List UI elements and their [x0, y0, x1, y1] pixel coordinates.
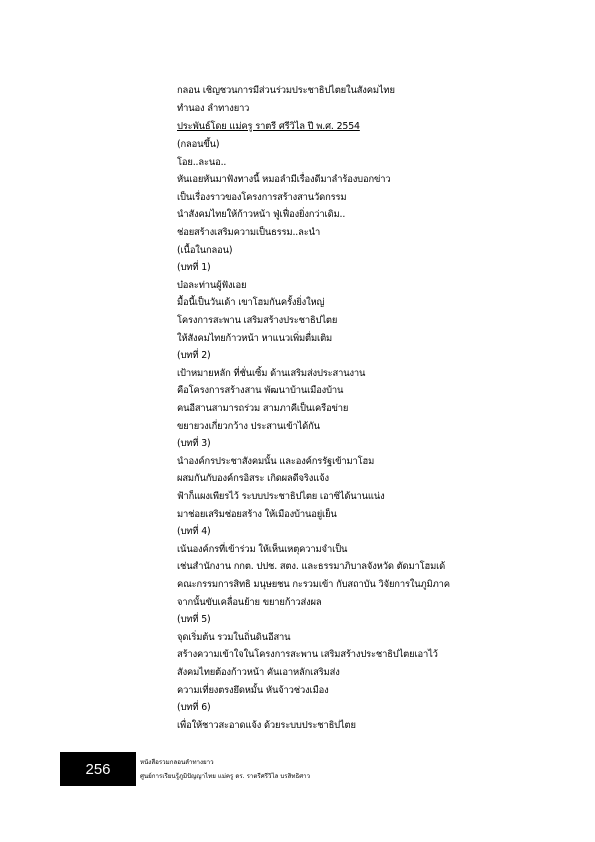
poem-line: (บทที่ 2): [177, 350, 211, 362]
poem-line: โอย..ละนอ..: [177, 156, 227, 168]
poem-line: สังคมไทยต้องก้าวหน้า คันเอาหลักเสริมส่ง: [177, 667, 340, 678]
poem-line: มาช่อยเสริมช่อยสร้าง ให้เมืองบ้านอยู่เย็น: [177, 508, 337, 520]
poem-line: จุดเริ่มต้น รวมในถิ่นดินอีสาน: [177, 631, 291, 643]
footer-book-title: หนังสือรวมกลอนลำทางยาว: [140, 759, 214, 766]
poem-line: โครงการสะพาน เสริมสร้างประชาธิปไตย: [177, 315, 338, 326]
poem-line: ให้สังคมไทยก้าวหน้า หาแนวเพิ่มตื่มเติม: [177, 332, 333, 344]
poem-line: นำสังคมไทยให้ก้าวหน้า ฟู่เฟื่องยิ่งกว่าเดิม..: [177, 209, 346, 221]
poem-line: เน้นองค์กรที่เข้าร่วม ให้เห็นเหตุความจำเป็น: [177, 543, 348, 555]
poem-line: เพื่อให้ชาวสะอาดแจ้ง ด้วยระบบประชาธิปไตย: [177, 719, 356, 731]
poem-line: เป้าหมายหลัก ที่ชั่นเซิ้ม ด้านเสริมส่งประสานงาน: [177, 367, 366, 379]
page-number: 256: [60, 752, 136, 786]
poem-line: คณะกรรมการสิทธิ มนุษยชน กะรวมเข้า กับสถาบัน วิจัยการในภูมิภาค: [177, 579, 450, 590]
poem-line: หันเอยหันมาฟังทางนี้ หมอลำมีเรื่องดีมาลำร้องบอกข่าว: [177, 174, 391, 186]
poem-line: (บทที่ 4): [177, 526, 211, 538]
footer-publisher: ศูนย์การเรียนรู้ภูมิปัญญาไทย แม่ครู ดร. ราตรีศรีวิไล บรสิทธิศาว: [140, 773, 311, 780]
poem-line: (บทที่ 6): [177, 702, 211, 714]
poem-line: มื้อนี้เป็นวันเด้า เขาโฮมกันครั้งยิ่งใหญ่: [177, 297, 325, 309]
poem-line: สร้างความเข้าใจในโครงการสะพาน เสริมสร้างประชาธิปไตยเอาไว้: [177, 649, 438, 661]
poem-title: กลอน เชิญชวนการมีส่วนร่วมประชาธิปไตยในสังคมไทย: [177, 85, 395, 96]
poem-author: ประพันธ์โดย แม่ครู ราตรี ศรีวิไล ปี พ.ศ. 2554: [177, 121, 360, 132]
poem-line: (บทที่ 5): [177, 614, 211, 626]
poem-line: จากนั้นขับเคลื่อนย้าย ขยายก้าวส่งผล: [177, 596, 322, 608]
poem-category: ทำนอง ลำทางยาว: [177, 103, 250, 114]
poem-line: คือโครงการสร้างสาน พัฒนาบ้านเมืองบ้าน: [177, 385, 344, 397]
poem-line: ช่อยสร้างเสริมความเป็นธรรม..ละนำ: [177, 227, 321, 238]
poem-line: ฟ้าก็แผงเพียรไว้ ระบบประชาธิปไตย เอาซิได้นานแน่ง: [177, 491, 385, 502]
poem-line: (กลอนขึ้น): [177, 139, 220, 150]
poem-line: (บทที่ 1): [177, 262, 211, 274]
poem-line: เช่นสำนักงาน กกต. ปปช. สตง. และธรรมาภิบาลจังหวัด ตัดมาโฮมเด้: [177, 561, 446, 573]
poem-line: (เนื้อในกลอน): [177, 244, 233, 256]
poem-line: เป็นเรื่องราวของโครงการสร้างสานวัดกรรม: [177, 191, 347, 203]
poem-line: บ๋อละท่านผู้ฟังเอย: [177, 279, 247, 291]
poem-line: ขยายวงเกี่ยวกว้าง ประสานเข้าได้กัน: [177, 420, 320, 432]
poem-line: คนอีสานสามารถร่วม สามภาคีเป็นเครือข่าย: [177, 403, 349, 414]
poem-line: ความเที่ยงตรงยึดหมั้น หันจ้าวช่วงเมือง: [177, 684, 329, 696]
poem-line: (บทที่ 3): [177, 438, 211, 450]
poem-line: นำองค์กรประชาสังคมนั้น และองค์กรรัฐเข้ามาโฮม: [177, 455, 375, 467]
poem-line: ผสมกันกับองค์กรอิสระ เกิดผลดีจริงแจ้ง: [177, 473, 329, 485]
